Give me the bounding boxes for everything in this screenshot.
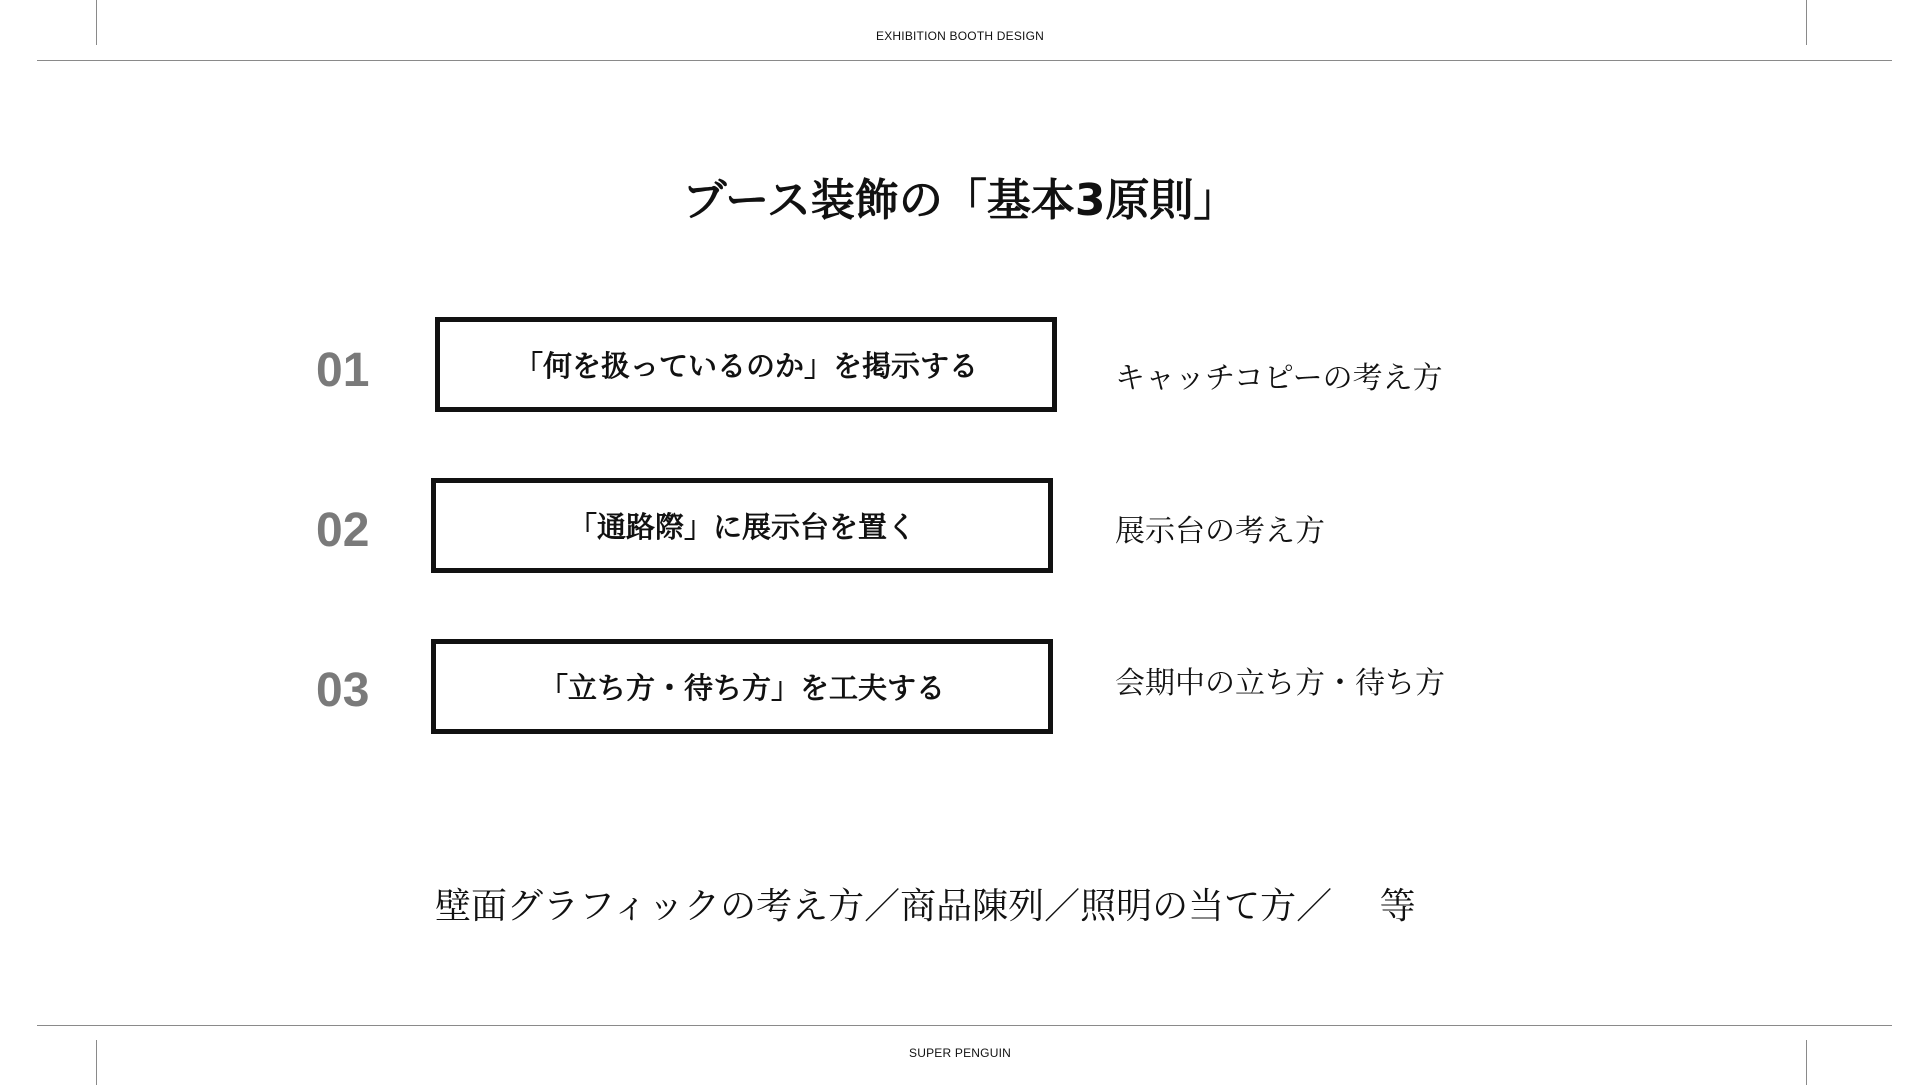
principle-box-02 (431, 478, 1053, 573)
page-title: ブース装飾の「基本3原則」 (682, 175, 1238, 226)
principle-number-02: 02 (316, 504, 370, 557)
principle-title-01: 「何を扱っているのか」を掲示する (513, 349, 978, 383)
principle-description-01: キャッチコピーの考え方 (1115, 361, 1443, 396)
principle-box-01 (435, 317, 1057, 412)
footer-label: SUPER PENGUIN (909, 1046, 1011, 1060)
principle-box-03 (431, 639, 1053, 734)
principle-title-02: 「通路際」に展示台を置く (567, 510, 916, 544)
principle-number-03: 03 (316, 664, 370, 717)
header-rule (37, 60, 1892, 61)
additional-topics-note: 壁面グラフィックの考え方／商品陳列／照明の当て方／ 等 (435, 886, 1416, 927)
principle-description-03: 会期中の立ち方・待ち方 (1115, 666, 1445, 701)
principle-description-02: 展示台の考え方 (1115, 514, 1325, 549)
principle-title-03: 「立ち方・待ち方」を工夫する (538, 671, 945, 705)
footer-rule (37, 1025, 1892, 1026)
header-label: EXHIBITION BOOTH DESIGN (876, 29, 1044, 43)
principle-number-01: 01 (316, 344, 370, 397)
